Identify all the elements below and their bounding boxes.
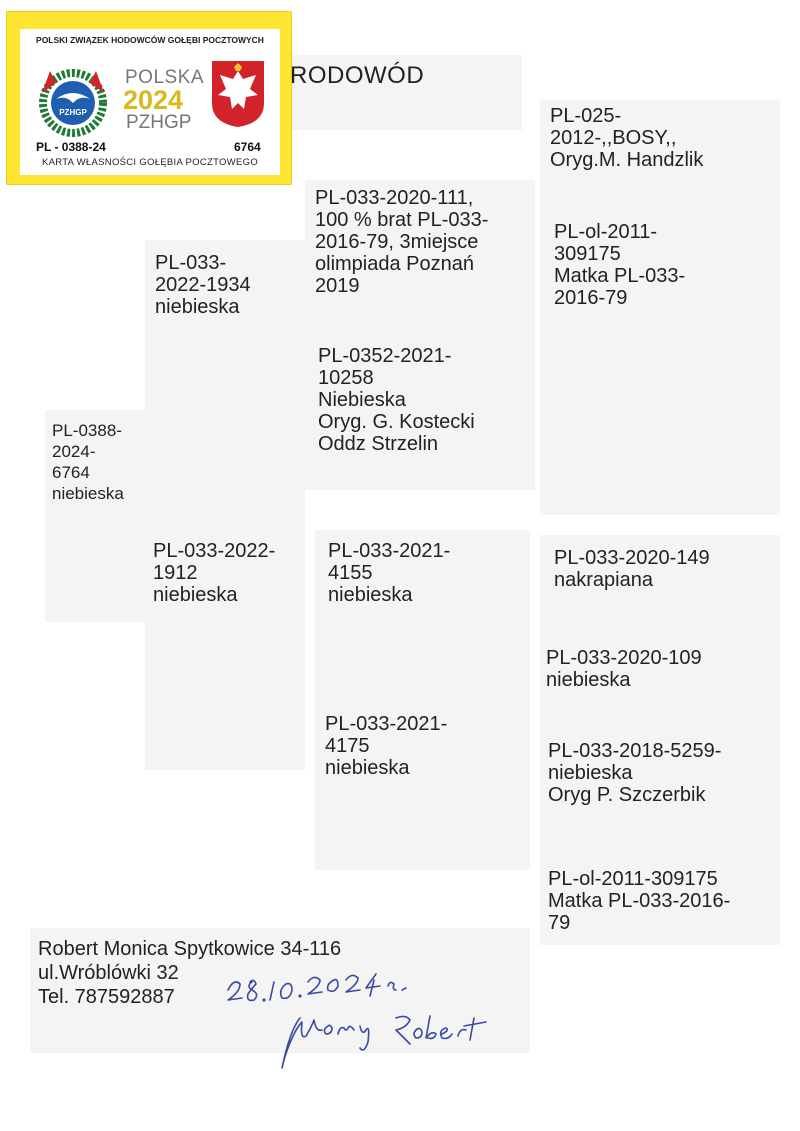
polish-eagle-emblem-icon — [210, 59, 266, 129]
pedigree-ggp-2: PL-ol-2011- 309175 Matka PL-033- 2016-79 — [554, 221, 686, 309]
owner-line-1: Robert Monica Spytkowice 34-116 — [38, 938, 342, 960]
ownership-card — [6, 11, 292, 185]
pedigree-sire-sire: PL-033-2020-111, 100 % brat PL-033- 2016-79, 3miejsce olimpiada Poznań 2019 — [315, 187, 489, 297]
ownership-card-inner — [20, 29, 280, 175]
card-ring-number: PL - 0388-24 — [36, 140, 106, 154]
pedigree-sire: PL-033- 2022-1934 niebieska — [155, 252, 251, 318]
pedigree-ggp-8: PL-ol-2011-309175 Matka PL-033-2016- 79 — [548, 868, 731, 934]
owner-line-3: Tel. 787592887 — [38, 986, 175, 1008]
pedigree-dam: PL-033-2022- 1912 niebieska — [153, 540, 276, 606]
card-org: PZHGP — [126, 112, 192, 133]
card-serial: 6764 — [234, 140, 261, 154]
card-year: 2024 — [123, 85, 184, 115]
card-country: POLSKA — [125, 67, 205, 88]
pedigree-sire-dam: PL-0352-2021- 10258 Niebieska Oryg. G. Kostecki Oddz Strzelin — [318, 345, 475, 455]
pedigree-dam-sire: PL-033-2021- 4155 niebieska — [328, 540, 451, 606]
column-shade — [145, 240, 305, 770]
card-header: POLSKI ZWIĄZEK HODOWCÓW GOŁĘBI POCZTOWYCH — [36, 35, 264, 45]
pedigree-dam-dam: PL-033-2021- 4175 niebieska — [325, 713, 448, 779]
pedigree-ggp-5: PL-033-2020-149 nakrapiana — [554, 547, 710, 591]
pzhgp-logo-icon — [36, 63, 110, 137]
logo-text: PZHGP — [59, 108, 87, 117]
card-footer: KARTA WŁASNOŚCI GOŁĘBIA POCZTOWEGO — [41, 157, 259, 168]
pedigree-ggp-7: PL-033-2018-5259- niebieska Oryg P. Szczerbik — [548, 740, 722, 806]
pedigree-bird: PL-0388- 2024- 6764 niebieska — [52, 421, 124, 503]
pedigree-ggp-1: PL-025- 2012-,,BOSY,, Oryg.M. Handzlik — [550, 105, 704, 171]
handwritten-signature — [210, 960, 530, 1080]
owner-line-2: ul.Wróblówki 32 — [38, 962, 179, 984]
pedigree-ggp-6: PL-033-2020-109 niebieska — [546, 647, 702, 691]
page-title: RODOWÓD — [290, 62, 425, 89]
